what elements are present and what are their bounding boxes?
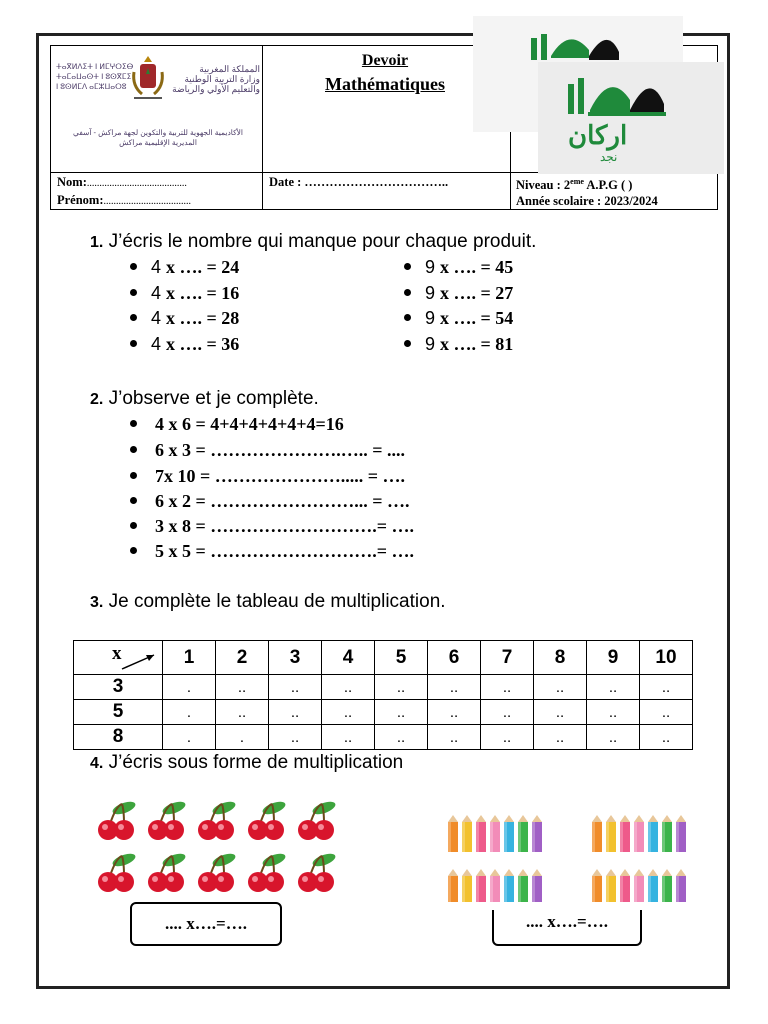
factor: 9 [425,257,436,277]
pencil-icon [648,869,658,902]
tifinagh-text [56,62,134,92]
table-cell[interactable]: .. [534,725,587,750]
table-cell[interactable]: .. [587,725,640,750]
pencil-icon [490,869,500,902]
table-cell[interactable]: .. [428,675,481,700]
bullet-icon [404,340,411,347]
column-header: 3 [269,641,322,675]
tifinagh-line: ⵏ ⵓⵙⵍⵎⴷ ⴰⵎⵣⵡⴰⵔⵓ [56,82,127,91]
question-text: J’écris le nombre qui manque pour chaque produit. [108,231,537,252]
row-header: 8 [74,725,163,750]
academy-line: الأكاديمية الجهوية للتربية والتكوين لجهة مراكش - آسفي [73,128,243,137]
q1-item [404,283,513,304]
pencil-icon [476,869,486,902]
q2-item [130,440,405,461]
equation[interactable]: x …. = 81 [440,334,514,354]
niveau-class: A.P.G ( ) [583,178,633,193]
equation[interactable]: x …. = 24 [166,257,240,277]
niveau-label: Niveau : 2 [516,178,571,193]
devoir-label: Devoir [361,52,409,69]
pencil-icon [518,815,528,852]
arkan-book-icon [564,66,674,126]
equation[interactable]: x …. = 16 [166,283,240,303]
pencil-icon [532,815,542,852]
equation[interactable]: x …. = 28 [166,308,240,328]
pencil-icon [634,815,644,852]
table-cell[interactable]: .. [375,725,428,750]
bullet-icon [130,420,137,427]
table-header-row [74,641,693,675]
column-header: 2 [216,641,269,675]
cherry-icon [298,851,337,892]
cherry-icon [148,800,187,840]
pencil-icon [462,869,472,902]
cherry-icon [198,800,237,840]
q1-item [404,334,513,355]
ministry-line: والتعليم الأولي والرياضة [172,84,260,94]
bullet-icon [130,340,137,347]
question-1-title [90,231,536,253]
bullet-icon [130,497,137,504]
coat-of-arms-icon [130,52,166,112]
table-row [74,675,693,700]
ministry-line: المملكة المغربية [199,64,260,74]
table-cell[interactable]: .. [481,700,534,725]
arrow-icon [120,651,160,671]
ministry-block [56,58,260,166]
arabic-ministry [168,64,260,94]
q1-item [130,308,239,329]
nom-label: Nom: [57,175,87,189]
column-header: 10 [640,641,693,675]
pencil-icon [648,815,658,852]
table-cell[interactable]: .. [375,675,428,700]
q2-item [130,516,414,537]
question-number: 2. [90,391,104,408]
prenom-field[interactable]: ................................... [103,196,192,207]
table-cell[interactable]: .. [322,725,375,750]
bullet-icon [130,263,137,270]
corner-label: x [112,643,122,664]
bullet-icon [404,314,411,321]
cherry-icon [148,851,187,892]
pencil-icon [662,869,672,902]
bullet-icon [130,522,137,529]
devoir-title [262,48,508,95]
q2-item [130,466,405,487]
cherry-icon [198,851,237,892]
cherries-illustration [94,800,354,900]
cherry-icon [98,800,137,840]
pencil-icon [448,815,458,852]
pencil-icon [518,869,528,902]
table-cell[interactable]: .. [216,675,269,700]
pencil-icon [592,815,602,852]
table-cell[interactable]: .. [640,725,693,750]
arkan-logo [538,62,724,174]
question-3-title [90,591,446,613]
pencil-icon [676,815,686,852]
factor: 9 [425,308,436,328]
q2-item [130,491,410,512]
column-header: 1 [163,641,216,675]
factor: 4 [151,334,162,354]
academy-block [56,128,260,148]
factor: 9 [425,334,436,354]
bullet-icon [404,263,411,270]
table-cell[interactable]: .. [587,675,640,700]
pencil-icon [504,869,514,902]
table-cell[interactable]: .. [428,725,481,750]
question-number: 3. [90,594,104,611]
column-header: 8 [534,641,587,675]
tifinagh-line: ⵜⴰⵎⴰⵡⴰⵙⵜ ⵏ ⵓⵙⴳⵎⵉ [56,72,132,81]
column-header: 9 [587,641,640,675]
bullet-icon [130,446,137,453]
equation[interactable]: x …. = 27 [440,283,514,303]
nom-field[interactable]: ........................................ [86,178,187,189]
table-cell[interactable]: .. [322,675,375,700]
table-cell[interactable]: .. [534,700,587,725]
pencil-icon [620,869,630,902]
column-header: 6 [428,641,481,675]
column-header: 5 [375,641,428,675]
column-header: 7 [481,641,534,675]
pencil-icon [448,869,458,902]
q2-item [130,414,344,435]
q1-item [130,283,239,304]
q1-item [130,257,239,278]
pencil-icon [462,815,472,852]
row-header: 3 [74,675,163,700]
pencil-icon [490,815,500,852]
question-2-title [90,388,319,410]
table-cell[interactable]: . [163,700,216,725]
q2-item [130,541,414,562]
pencil-icon [476,815,486,852]
bullet-icon [130,547,137,554]
table-cell[interactable]: .. [481,675,534,700]
table-cell[interactable]: .. [481,725,534,750]
table-corner [74,641,163,675]
ministry-line: وزارة التربية الوطنية [184,74,260,84]
table-cell[interactable]: . [163,725,216,750]
bullet-icon [130,289,137,296]
table-cell[interactable]: .. [322,700,375,725]
book-logo-icon [527,24,627,64]
question-number: 4. [90,755,104,772]
table-cell[interactable]: .. [428,700,481,725]
arkan-logo-subtext: نجد [600,150,618,164]
question-text: J’observe et je complète. [108,388,319,409]
cherry-icon [298,800,337,840]
answer-box-pencils[interactable]: .... x….=…. [492,910,642,946]
pencil-icon [662,815,672,852]
arkan-logo-text: اركان [568,120,628,150]
question-text: J’écris sous forme de multiplication [108,752,404,773]
cherry-icon [248,851,287,892]
q1-item [404,257,513,278]
pencil-icon [592,869,602,902]
column-header: 4 [322,641,375,675]
row-header: 5 [74,700,163,725]
subject-label: Mathématiques [325,74,445,94]
factor: 4 [151,308,162,328]
factor: 4 [151,283,162,303]
cherry-icon [98,851,137,892]
niveau-sup: eme [570,177,584,186]
question-4-title [90,752,403,774]
table-cell[interactable]: .. [269,700,322,725]
pencil-icon [676,869,686,902]
table-cell[interactable]: .. [269,675,322,700]
equation[interactable]: x …. = 54 [440,308,514,328]
tifinagh-line: ⵜⴰⴳⵍⴷⵉⵜ ⵏ ⵍⵎⵖⵔⵉⴱ [56,62,134,71]
table-cell[interactable]: .. [587,700,640,725]
equation[interactable]: 3 x 8 = ……………………….= …. [155,516,415,536]
question-text: Je complète le tableau de multiplication. [108,591,446,612]
table-cell[interactable]: .. [640,700,693,725]
direction-line: المديرية الإقليمية مراكش [119,138,197,147]
equation[interactable]: 7x 10 = …………………..... = …. [155,466,406,486]
equation[interactable]: 6 x 3 = ………………….….. = .... [155,440,406,460]
equation[interactable]: 6 x 2 = ……………………... = …. [155,491,410,511]
table-cell[interactable]: . [216,725,269,750]
pencil-icon [634,869,644,902]
pencil-icon [620,815,630,852]
pencil-icon [606,869,616,902]
q1-item [404,308,513,329]
table-cell[interactable]: .. [375,700,428,725]
example-equation: 4 x 6 = 4+4+4+4+4+4=16 [155,414,344,434]
cherry-icon [248,800,287,840]
question-number: 1. [90,234,104,251]
table-cell[interactable]: .. [534,675,587,700]
bullet-icon [130,314,137,321]
annee-label: Année scolaire : 2023/2024 [516,194,658,209]
factor: 4 [151,257,162,277]
bullet-icon [404,289,411,296]
niveau-fields [516,174,658,209]
multiplication-table [73,640,693,750]
equation[interactable]: x …. = 36 [166,334,240,354]
pencil-icon [504,815,514,852]
name-fields [57,174,191,210]
table-cell[interactable]: . [163,675,216,700]
date-field[interactable]: Date : …………………………….. [269,175,449,189]
pencils-illustration [444,812,694,902]
table-row [74,725,693,750]
factor: 9 [425,283,436,303]
bullet-icon [130,472,137,479]
table-cell[interactable]: .. [216,700,269,725]
pencil-icon [532,869,542,902]
table-cell[interactable]: .. [269,725,322,750]
q1-item [130,334,239,355]
answer-box-cherries[interactable]: .... x….=…. [130,902,282,946]
equation[interactable]: x …. = 45 [440,257,514,277]
table-cell[interactable]: .. [640,675,693,700]
pencil-icon [606,815,616,852]
equation[interactable]: 5 x 5 = ……………………….= …. [155,541,415,561]
table-row [74,700,693,725]
prenom-label: Prénom: [57,193,104,207]
